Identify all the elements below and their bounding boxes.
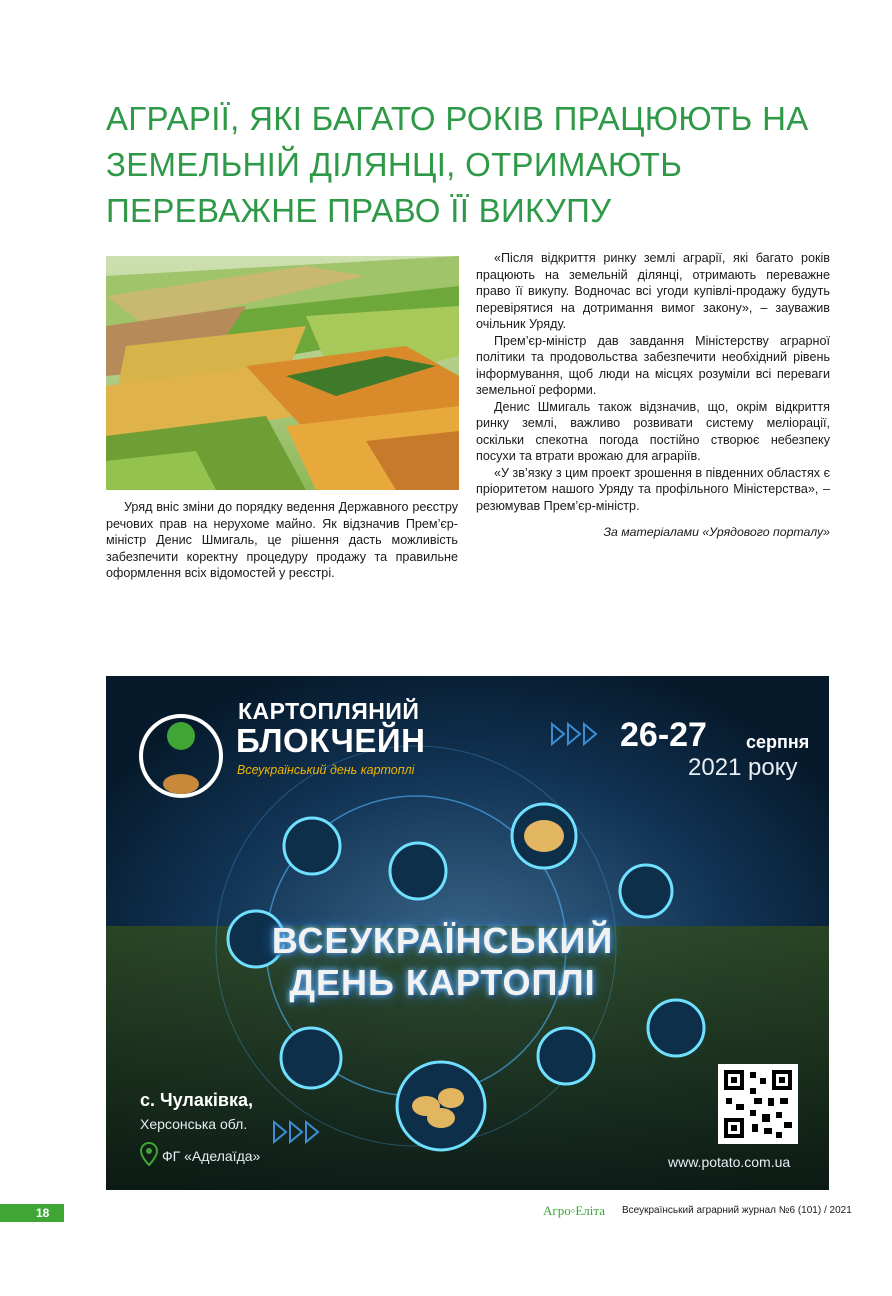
page-number-box (0, 1204, 64, 1222)
logo-title-line1: КАРТОПЛЯНИЙ (238, 698, 420, 724)
paragraph-1: «Після відкриття ринку землі аграрії, які багато років працюють на земельній ділянці, отримають переважне право її викупу. Водночас всі угоди купівлі-продажу будуть перевірятися на дотримання вимог закону», – зауважив очільник Уряду. (476, 251, 830, 331)
right-column (476, 250, 830, 541)
event-year: 2021 року (688, 754, 798, 781)
page-number: 18 (36, 1206, 50, 1220)
event-village: с. Чулаківка, (140, 1090, 253, 1110)
event-days: 26-27 (620, 716, 707, 754)
event-region: Херсонська обл. (140, 1116, 248, 1132)
event-month: серпня (746, 732, 810, 752)
location-pin-icon (140, 1142, 158, 1166)
aerial-fields-photo (106, 256, 459, 490)
magazine-logo: Агро◦Еліта (543, 1203, 605, 1218)
banner-title-line2: ДЕНЬ КАРТОПЛІ (289, 962, 596, 1003)
left-column (106, 499, 458, 582)
event-farm: ФГ «Аделаїда» (162, 1148, 261, 1164)
qr-code (718, 1064, 798, 1144)
journal-info: Всеукраїнський аграрний журнал №6 (101) / 2021 (622, 1205, 852, 1216)
event-banner (106, 676, 829, 1190)
paragraph-4: «У зв’язку з цим проект зрошення в південних областях є пріоритетом нашого Уряду та профільного Міністерства», – резюмував Прем’єр-міністр. (476, 465, 830, 513)
source-note: За матеріалами «Урядового порталу» (603, 525, 830, 539)
logo-title-line2: БЛОКЧЕЙН (236, 722, 426, 759)
paragraph-3: Денис Шмигаль також відзначив, що, окрім відкриття ринку землі, важливо розвивати систему меліорації, оскільки спекотна погода постійно створює небезпеку посухи та втрати врожаю для аграріїв. (476, 399, 830, 463)
left-paragraph: Уряд вніс зміни до порядку ведення Державного реєстру речових прав на нерухоме майно. Як відзначив Прем’єр-міністр Денис Шмигаль, це рішення дасть можливість забезпечити коректну процедуру продажу та правильне оформлення всіх відомостей у реєстрі. (106, 500, 458, 580)
banner-title-line1: ВСЕУКРАЇНСЬКИЙ (271, 920, 614, 961)
paragraph-2: Прем’єр-міністр дав завдання Міністерству аграрної політики та продовольства забезпечити необхідний рівень інформування, щоб люди на місцях розуміли всі переваги земельної реформи. (476, 333, 830, 397)
logo-subtitle: Всеукраїнський день картоплі (237, 763, 415, 777)
article-headline: АГРАРІЇ, ЯКІ БАГАТО РОКІВ ПРАЦЮЮТЬ НА ЗЕМЕЛЬНІЙ ДІЛЯНЦІ, ОТРИМАЮТЬ ПЕРЕВАЖНЕ ПРАВО ЇЇ ВИКУПУ (106, 100, 809, 229)
event-website[interactable]: www.potato.com.ua (668, 1154, 791, 1170)
